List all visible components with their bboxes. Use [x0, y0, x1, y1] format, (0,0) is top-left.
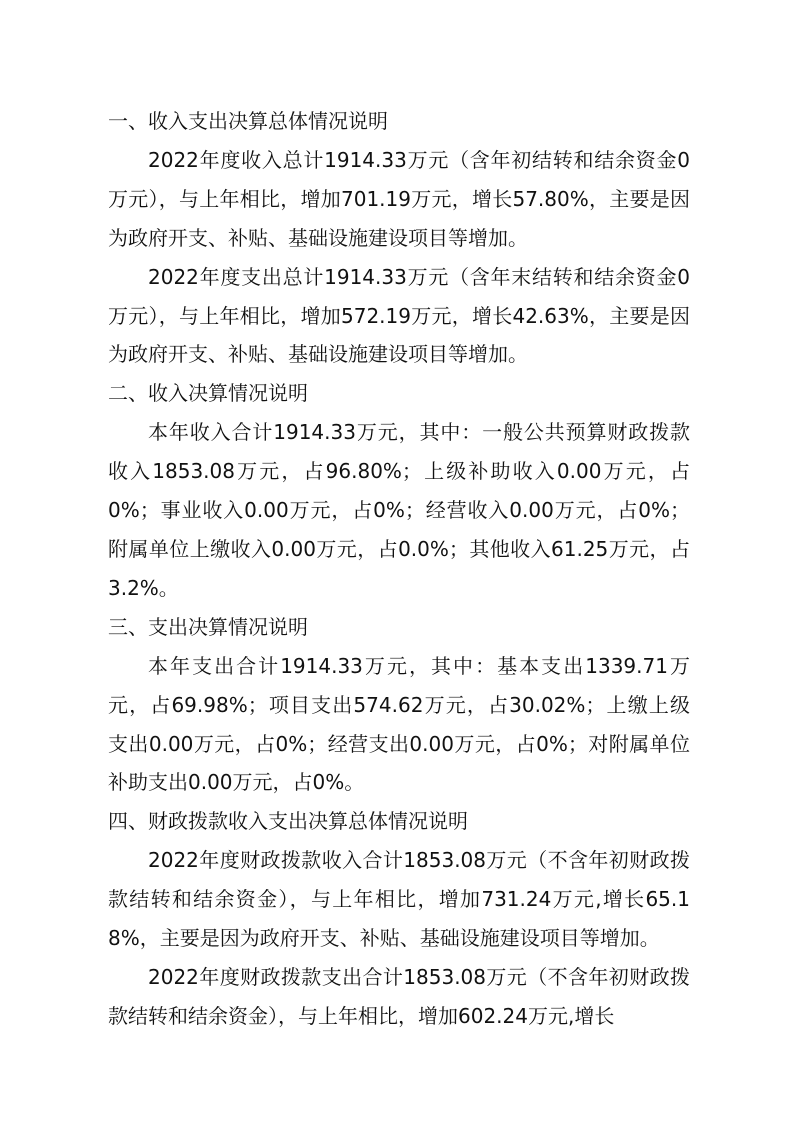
section-income — [108, 374, 690, 607]
paragraph-income-total: 2022年度收入总计1914.33万元（含年初结转和结余资金0万元），与上年相比，增加701.19万元，增长57.80%，主要是因为政府开支、补贴、基础设施建设项目等增加。 — [108, 147, 690, 250]
paragraph-expense-detail: 本年支出合计1914.33万元，其中：基本支出1339.71万元，占69.98%；项目支出574.62万元，占30.02%；上缴上级支出0.00万元，占0%；经营支出0.00万元，占0%；对附属单位补助支出0.00万元，占0%。 — [108, 653, 690, 795]
paragraph-income-detail: 本年收入合计1914.33万元，其中：一般公共预算财政拨款收入1853.08万元，占96.80%；上级补助收入0.00万元，占0%；事业收入0.00万元，占0%；经营收入0.00万元，占0%；附属单位上缴收入0.00万元，占0.0%；其他收入61.25万元，占3.2%。 — [108, 420, 690, 600]
section-expense — [108, 608, 690, 803]
section-overall — [108, 102, 690, 374]
section-fiscal-appropriation — [108, 802, 690, 1035]
paragraph-appropriation-income: 2022年度财政拨款收入合计1853.08万元（不含年初财政拨款结转和结余资金），与上年相比，增加731.24万元,增长65.18%，主要是因为政府开支、补贴、基础设施建设项目等增加。 — [108, 848, 690, 951]
document-body — [108, 102, 690, 1036]
paragraph-appropriation-expense: 2022年度财政拨款支出合计1853.08万元（不含年初财政拨款结转和结余资金），与上年相比，增加602.24万元,增长 — [108, 964, 690, 1028]
section-heading: 四、财政拨款收入支出决算总体情况说明 — [108, 809, 468, 834]
section-heading: 一、收入支出决算总体情况说明 — [108, 109, 388, 133]
section-heading: 二、收入决算情况说明 — [108, 381, 308, 406]
section-heading: 三、支出决算情况说明 — [108, 614, 308, 639]
paragraph-expense-total: 2022年度支出总计1914.33万元（含年末结转和结余资金0万元），与上年相比，增加572.19万元，增长42.63%，主要是因为政府开支、补贴、基础设施建设项目等增加。 — [108, 264, 690, 367]
